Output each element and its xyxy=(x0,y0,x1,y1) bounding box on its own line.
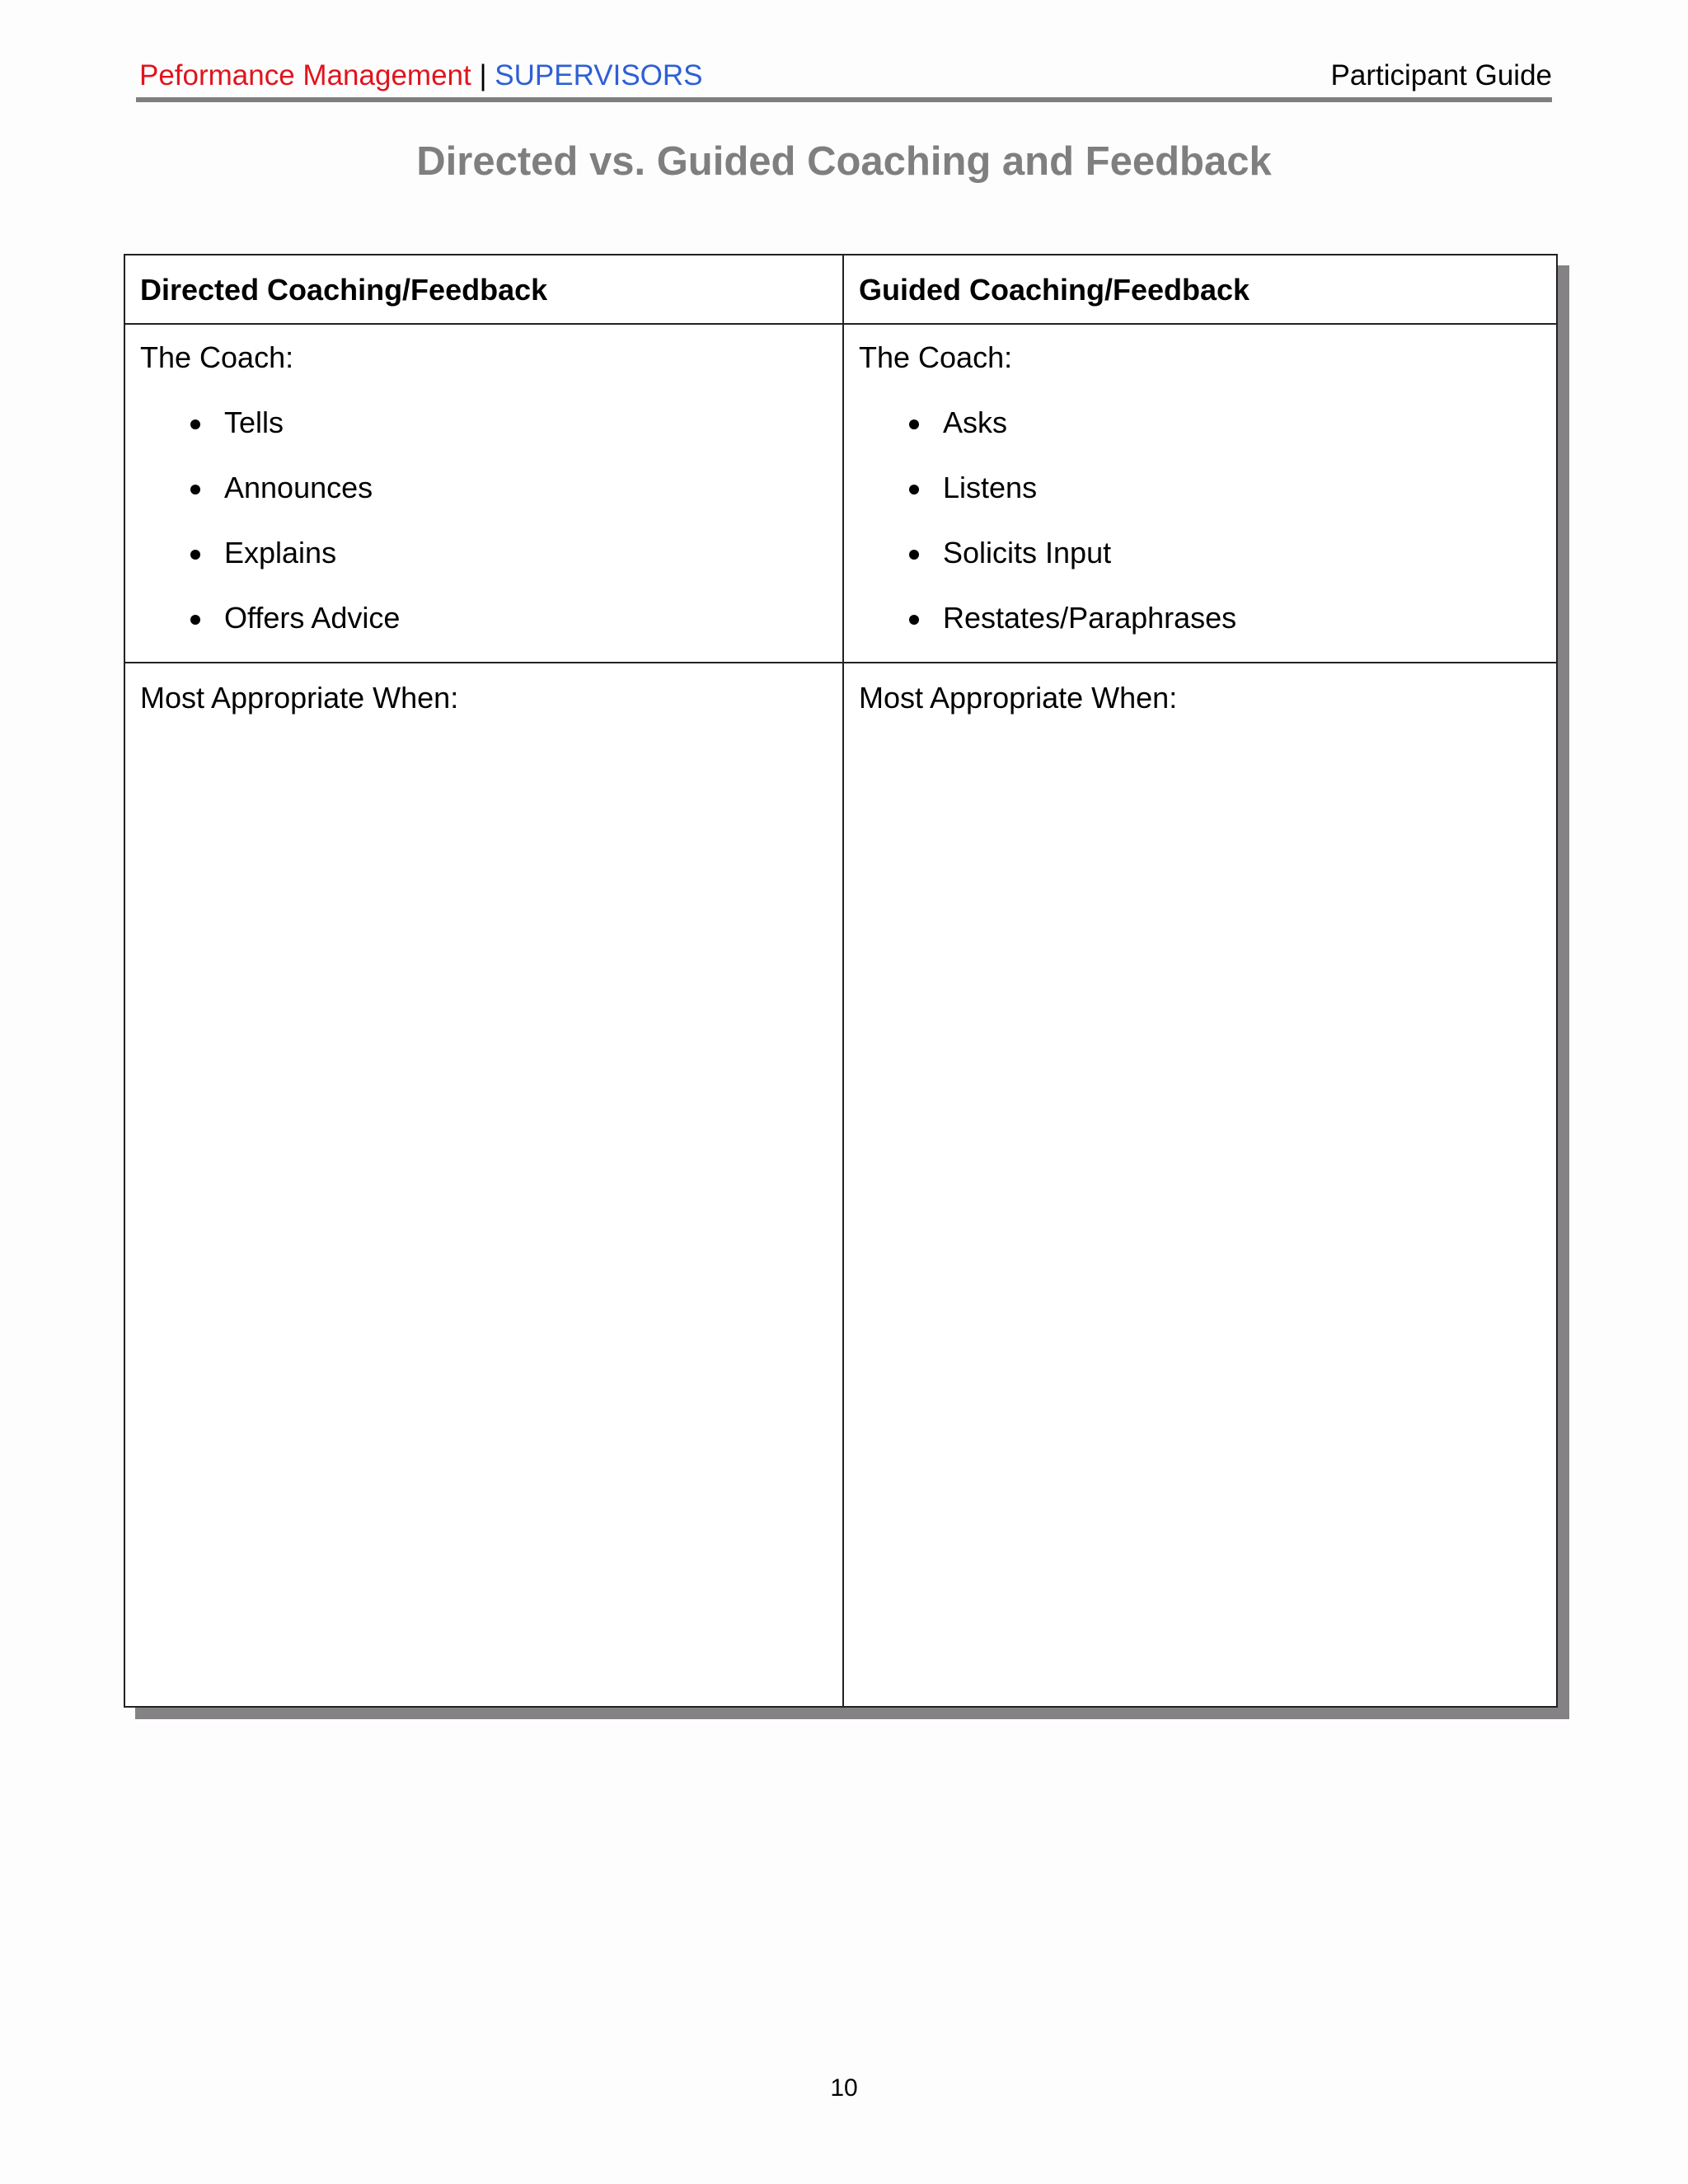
coach-label: The Coach: xyxy=(140,340,294,374)
bullet-icon xyxy=(190,419,200,429)
header-org-label: Peformance Management xyxy=(139,59,471,91)
list-item xyxy=(859,403,1558,443)
list-item-text: Listens xyxy=(943,471,1038,504)
header-guide-label: Participant Guide xyxy=(1330,59,1552,91)
list-item-text: Explains xyxy=(224,536,337,569)
bullet-icon xyxy=(190,615,200,625)
list-item-text: Asks xyxy=(943,405,1008,439)
list-item xyxy=(140,403,842,443)
list-item xyxy=(859,598,1558,638)
list-item xyxy=(859,468,1558,508)
list-item-text: Restates/Paraphrases xyxy=(943,601,1237,635)
header-audience-label: SUPERVISORS xyxy=(495,59,703,91)
page-header xyxy=(136,56,1552,102)
bullet-icon xyxy=(909,615,919,625)
bullet-icon xyxy=(190,550,200,560)
bullet-icon xyxy=(909,419,919,429)
list-item xyxy=(140,598,842,638)
guided-coach-cell xyxy=(844,338,1558,663)
list-item-text: Offers Advice xyxy=(224,601,401,635)
bullet-icon xyxy=(909,485,919,494)
coach-label: The Coach: xyxy=(859,340,1013,374)
list-item-text: Tells xyxy=(224,405,284,439)
bullet-icon xyxy=(909,550,919,560)
coaching-comparison-table xyxy=(124,254,1558,1708)
directed-behavior-list xyxy=(140,403,842,638)
bullet-icon xyxy=(190,485,200,494)
list-item-text: Announces xyxy=(224,471,373,504)
guided-when-label: Most Appropriate When: xyxy=(859,681,1178,715)
column-heading-directed: Directed Coaching/Feedback xyxy=(140,273,548,307)
guided-behavior-list xyxy=(859,403,1558,638)
header-program xyxy=(139,59,703,92)
table-row-divider xyxy=(125,323,1556,325)
page-title: Directed vs. Guided Coaching and Feedback xyxy=(416,139,1272,184)
directed-when-label: Most Appropriate When: xyxy=(140,681,459,715)
column-heading-guided: Guided Coaching/Feedback xyxy=(859,273,1250,307)
page-number: 10 xyxy=(830,2074,858,2102)
list-item-text: Solicits Input xyxy=(943,536,1112,569)
directed-coach-cell xyxy=(125,338,842,663)
list-item xyxy=(140,468,842,508)
header-separator: | xyxy=(479,59,487,91)
list-item xyxy=(859,533,1558,573)
list-item xyxy=(140,533,842,573)
